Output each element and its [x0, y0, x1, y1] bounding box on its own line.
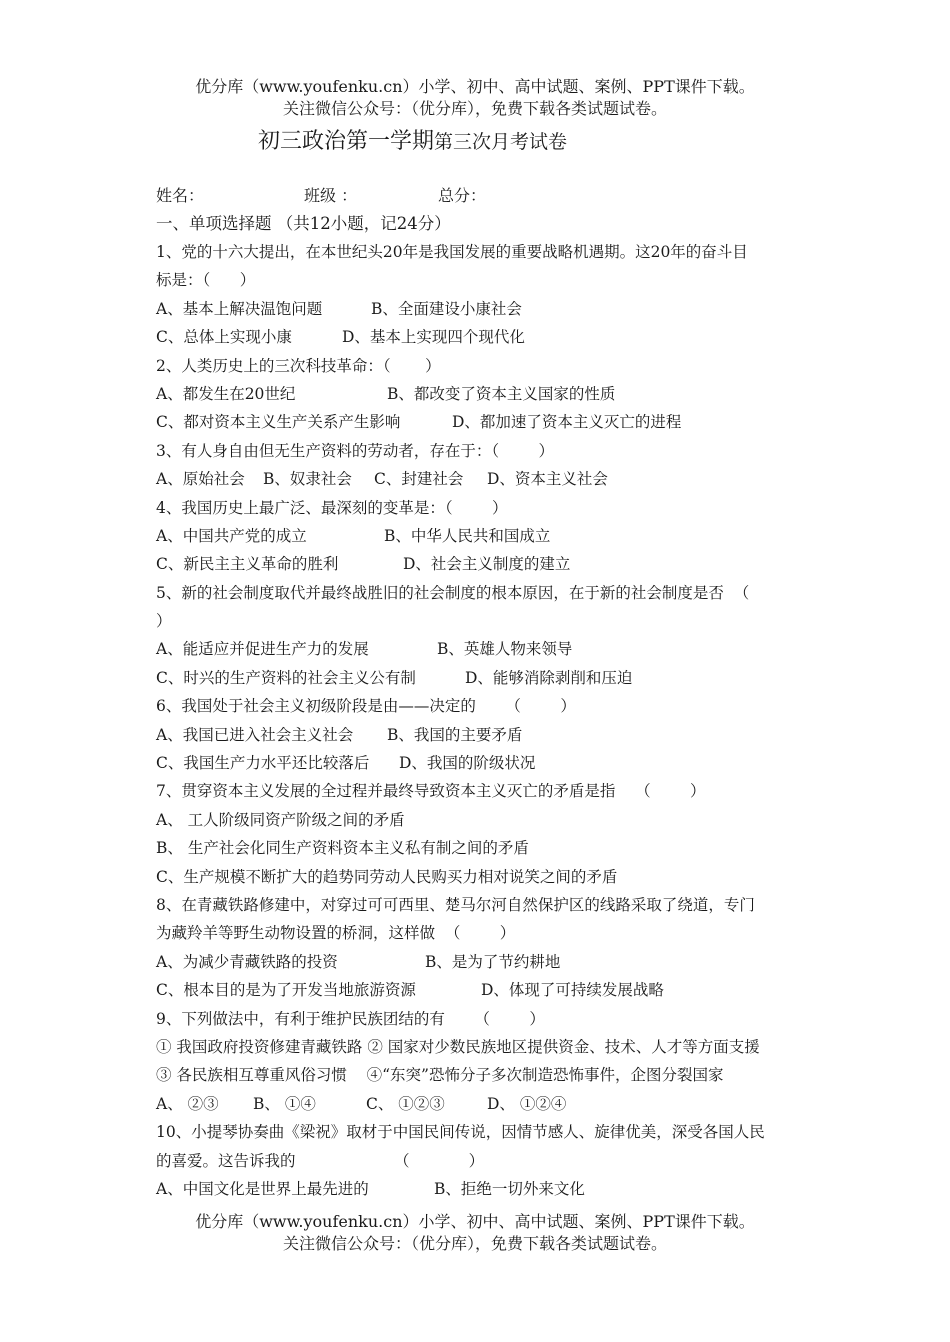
question-9 — [156, 1005, 796, 1119]
footer-line-2: 关注微信公众号：（优分库），免费下载各类试题试卷。 — [282, 1234, 667, 1253]
question-8 — [156, 891, 796, 1005]
option-c: C、我国生产力水平还比较落后 — [156, 754, 370, 773]
question-5 — [156, 579, 796, 693]
option-a: A、为减少青藏铁路的投资 — [156, 952, 338, 971]
question-stem: 10、小提琴协奏曲《梁祝》取材于中国民间传说，因情节感人、旋律优美，深受各国人民 — [156, 1123, 765, 1142]
option-b: B、 生产社会化同生产资料资本主义私有制之间的矛盾 — [156, 839, 529, 858]
question-1 — [156, 238, 796, 352]
option-row — [156, 550, 796, 578]
page-header — [0, 76, 950, 120]
question-statements: ① 我国政府投资修建青藏铁路 ② 国家对少数民族地区提供资金、技术、人才等方面支援 — [156, 1037, 760, 1056]
question-10 — [156, 1118, 796, 1203]
option-row — [156, 721, 796, 749]
option-b: B、中华人民共和国成立 — [384, 526, 551, 545]
option-row — [156, 380, 796, 408]
option-b: B、 ①④ — [253, 1094, 316, 1113]
option-d: D、都加速了资本主义灭亡的进程 — [452, 413, 682, 432]
question-stem-cont: 为藏羚羊等野生动物设置的桥洞，这样做 （ ） — [156, 924, 516, 943]
title-main: 初三政治第一学期 — [258, 129, 435, 154]
option-b: B、都改变了资本主义国家的性质 — [387, 384, 616, 403]
option-d: D、 ①②④ — [487, 1094, 567, 1113]
option-c: C、封建社会 — [374, 470, 464, 489]
question-statements: ③ 各民族相互尊重风俗习惯 ④“东突”恐怖分子多次制造恐怖事件，企图分裂国家 — [156, 1066, 724, 1085]
option-c: C、都对资本主义生产关系产生影响 — [156, 413, 401, 432]
option-b: B、英雄人物来领导 — [437, 640, 573, 659]
question-stem: 5、新的社会制度取代并最终战胜旧的社会制度的根本原因，在于新的社会制度是否 （ — [156, 583, 750, 602]
option-b: B、奴隶社会 — [263, 470, 352, 489]
question-3 — [156, 437, 796, 494]
option-b: B、是为了节约耕地 — [425, 952, 561, 971]
option-c: C、时兴的生产资料的社会主义公有制 — [156, 668, 416, 687]
option-row — [156, 323, 796, 351]
option-row — [156, 749, 796, 777]
option-c: C、生产规模不断扩大的趋势同劳动人民购买力相对说笑之间的矛盾 — [156, 867, 618, 886]
page-title — [258, 124, 567, 155]
option-a: A、中国共产党的成立 — [156, 526, 307, 545]
option-d: D、资本主义社会 — [487, 470, 608, 489]
option-a: A、都发生在20世纪 — [156, 384, 296, 403]
option-d: D、我国的阶级状况 — [399, 754, 536, 773]
option-row — [156, 408, 796, 436]
question-stem: 1、党的十六大提出，在本世纪头20年是我国发展的重要战略机遇期。这20年的奋斗目 — [156, 243, 748, 261]
option-row — [156, 1090, 796, 1118]
option-d: D、社会主义制度的建立 — [403, 555, 571, 574]
question-7 — [156, 777, 796, 891]
option-a: A、我国已进入社会主义社会 — [156, 725, 354, 744]
question-stem-cont: 标是：（ ） — [156, 271, 256, 290]
title-sub: 第三次月考试卷 — [434, 131, 568, 153]
question-stem: 3、有人身自由但无生产资料的劳动者，存在于：（ ） — [156, 441, 555, 460]
question-stem-cont: ） — [156, 612, 172, 631]
question-stem: 9、下列做法中，有利于维护民族团结的有 （ ） — [156, 1009, 545, 1028]
student-info-row — [156, 182, 796, 210]
option-a: A、中国文化是世界上最先进的 — [156, 1179, 369, 1198]
footer-line-1: 优分库（www.youfenku.cn）小学、初中、高中试题、案例、PPT课件下载。 — [195, 1212, 755, 1231]
section-heading: 一、单项选择题 （共12小题，记24分） — [156, 214, 451, 233]
option-row — [156, 664, 796, 692]
option-row — [156, 295, 796, 323]
option-c: C、总体上实现小康 — [156, 328, 292, 347]
option-d: D、能够消除剥削和压迫 — [465, 668, 633, 687]
option-row — [156, 1175, 796, 1203]
question-stem: 8、在青藏铁路修建中，对穿过可可西里、楚马尔河自然保护区的线路采取了绕道，专门 — [156, 895, 755, 914]
option-b: B、我国的主要矛盾 — [387, 725, 523, 744]
question-2 — [156, 352, 796, 437]
option-d: D、基本上实现四个现代化 — [342, 328, 525, 347]
header-line-1: 优分库（www.youfenku.cn）小学、初中、高中试题、案例、PPT课件下载。 — [195, 77, 755, 96]
question-stem: 7、贯穿资本主义发展的全过程并最终导致资本主义灭亡的矛盾是指 （ ） — [156, 782, 706, 801]
exam-content — [156, 182, 796, 1203]
option-row — [156, 635, 796, 663]
header-line-2: 关注微信公众号：（优分库），免费下载各类试题试卷。 — [282, 99, 667, 118]
option-a: A、能适应并促进生产力的发展 — [156, 640, 369, 659]
question-stem: 4、我国历史上最广泛、最深刻的变革是：（ ） — [156, 498, 508, 517]
option-a: A、 ②③ — [156, 1094, 219, 1113]
option-row — [156, 522, 796, 550]
question-stem: 2、人类历史上的三次科技革命：（ ） — [156, 356, 441, 375]
option-a: A、 工人阶级同资产阶级之间的矛盾 — [156, 810, 405, 829]
name-field-label: 姓名： — [156, 186, 205, 205]
question-stem-cont: 的喜爱。这告诉我的 （ ） — [156, 1151, 485, 1170]
class-field-label: 班级 ： — [304, 186, 358, 205]
option-row — [156, 976, 796, 1004]
option-row — [156, 465, 796, 493]
option-a: A、原始社会 — [156, 470, 245, 489]
question-6 — [156, 692, 796, 777]
option-c: C、新民主主义革命的胜利 — [156, 555, 339, 574]
option-row — [156, 948, 796, 976]
option-d: D、体现了可持续发展战略 — [481, 981, 664, 1000]
option-a: A、基本上解决温饱问题 — [156, 299, 323, 318]
page-footer — [0, 1211, 950, 1255]
question-4 — [156, 494, 796, 579]
question-stem: 6、我国处于社会主义初级阶段是由——决定的 （ ） — [156, 697, 576, 716]
option-c: C、根本目的是为了开发当地旅游资源 — [156, 981, 416, 1000]
option-b: B、全面建设小康社会 — [371, 299, 522, 318]
total-score-label: 总分： — [438, 186, 487, 205]
option-b: B、拒绝一切外来文化 — [434, 1179, 585, 1198]
option-c: C、 ①②③ — [366, 1094, 445, 1113]
